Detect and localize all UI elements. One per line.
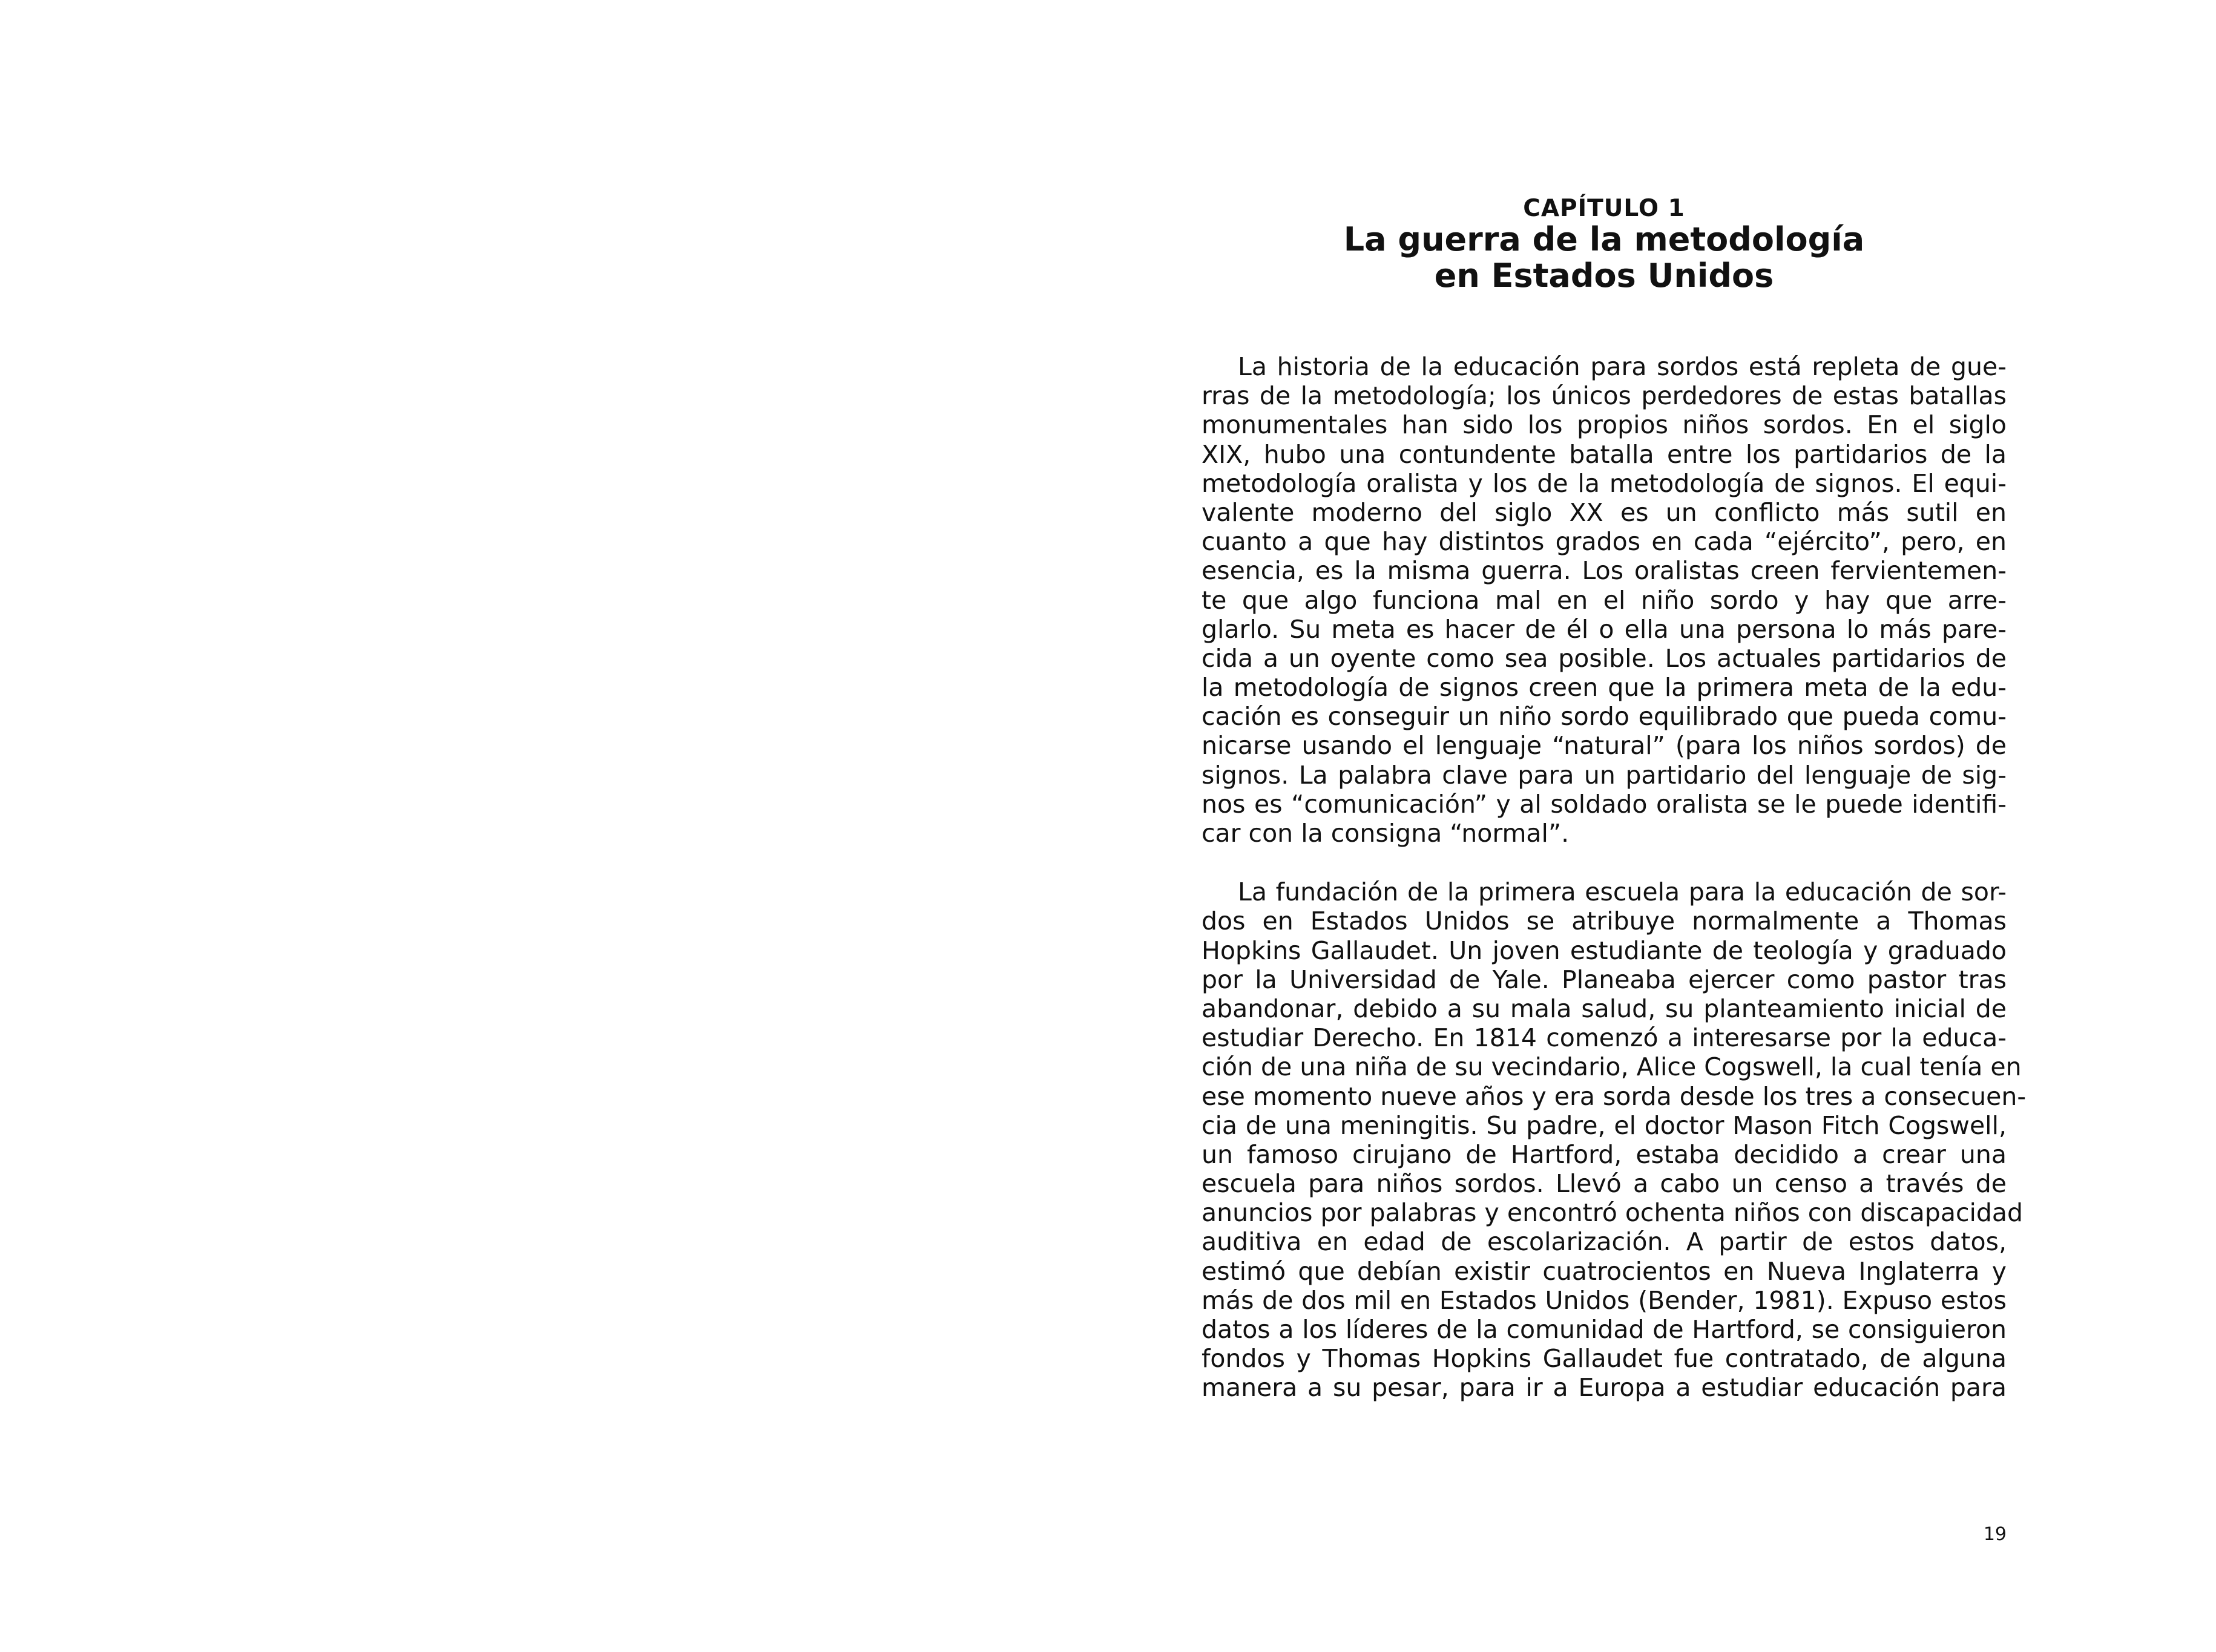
- text-line: XIX, hubo una contundente batalla entre los partidarios de la: [1202, 439, 2007, 469]
- text-line: escuela para niños sordos. Llevó a cabo un censo a través de: [1202, 1169, 2007, 1199]
- text-line: la metodología de signos creen que la primera meta de la edu-: [1202, 673, 2007, 703]
- text-line: car con la consigna “normal”.: [1202, 819, 1570, 848]
- text-line: signos. La palabra clave para un partidario del lenguaje de sig-: [1202, 760, 2007, 790]
- text-line: ción de una niña de su vecindario, Alice Cogswell, la cual tenía en: [1202, 1052, 2022, 1082]
- chapter-title: [1202, 221, 2007, 294]
- text-line: rras de la metodología; los únicos perdedores de estas batallas: [1202, 381, 2007, 411]
- text-line: más de dos mil en Estados Unidos (Bender, 1981). Expuso estos: [1202, 1285, 2007, 1315]
- text-line: te que algo funciona mal en el niño sordo y hay que arre-: [1202, 585, 2007, 615]
- text-line: nicarse usando el lenguaje “natural” (para los niños sordos) de: [1202, 731, 2007, 761]
- text-line: nos es “comunicación” y al soldado oralista se le puede identifi-: [1202, 789, 2007, 819]
- text-line: esencia, es la misma guerra. Los oralistas creen fervientemen-: [1202, 556, 2007, 586]
- paragraph-gap: [1202, 848, 2007, 877]
- body-text: [1202, 352, 2027, 1403]
- text-line: cación es conseguir un niño sordo equilibrado que pueda comu-: [1202, 702, 2007, 732]
- text-line: estimó que debían existir cuatrocientos en Nueva Inglaterra y: [1202, 1256, 2007, 1286]
- text-line: cuanto a que hay distintos grados en cada “ejército”, pero, en: [1202, 527, 2007, 557]
- text-line: estudiar Derecho. En 1814 comenzó a interesarse por la educa-: [1202, 1023, 2007, 1053]
- paragraph-2: [1202, 877, 2027, 1403]
- text-line: cia de una meningitis. Su padre, el doctor Mason Fitch Cogswell,: [1202, 1110, 2007, 1140]
- text-line: La fundación de la primera escuela para la educación de sor-: [1238, 877, 2007, 907]
- paragraph-1: [1202, 352, 2007, 848]
- text-line: auditiva en edad de escolarización. A partir de estos datos,: [1202, 1227, 2007, 1257]
- text-line: abandonar, debido a su mala salud, su planteamiento inicial de: [1202, 994, 2007, 1023]
- text-line: cida a un oyente como sea posible. Los actuales partidarios de: [1202, 643, 2007, 673]
- text-line: La historia de la educación para sordos está repleta de gue-: [1238, 352, 2007, 381]
- text-line: Hopkins Gallaudet. Un joven estudiante de teología y graduado: [1202, 936, 2007, 965]
- text-line: ese momento nueve años y era sorda desde los tres a consecuen-: [1202, 1081, 2027, 1111]
- text-line: anuncios por palabras y encontró ochenta niños con discapacidad: [1202, 1198, 2024, 1228]
- text-line: datos a los líderes de la comunidad de Hartford, se consiguieron: [1202, 1315, 2007, 1344]
- chapter-title-line: en Estados Unidos: [1434, 257, 1774, 295]
- text-line: glarlo. Su meta es hacer de él o ella una persona lo más pare-: [1202, 614, 2007, 644]
- text-line: por la Universidad de Yale. Planeaba ejercer como pastor tras: [1202, 965, 2007, 994]
- chapter-label: CAPÍTULO 1: [1523, 195, 1685, 222]
- text-line: valente moderno del siglo XX es un conflicto más sutil en: [1202, 497, 2007, 527]
- chapter-title-line: La guerra de la metodología: [1343, 220, 1865, 258]
- text-line: metodología oralista y los de la metodología de signos. El equi-: [1202, 468, 2007, 498]
- text-line: monumentales han sido los propios niños sordos. En el siglo: [1202, 410, 2007, 440]
- text-line: un famoso cirujano de Hartford, estaba decidido a crear una: [1202, 1139, 2007, 1169]
- text-line: dos en Estados Unidos se atribuye normalmente a Thomas: [1202, 906, 2007, 936]
- text-line: fondos y Thomas Hopkins Gallaudet fue contratado, de alguna: [1202, 1344, 2007, 1374]
- page-number: 19: [1983, 1524, 2007, 1545]
- text-line: manera a su pesar, para ir a Europa a estudiar educación para: [1202, 1373, 2007, 1403]
